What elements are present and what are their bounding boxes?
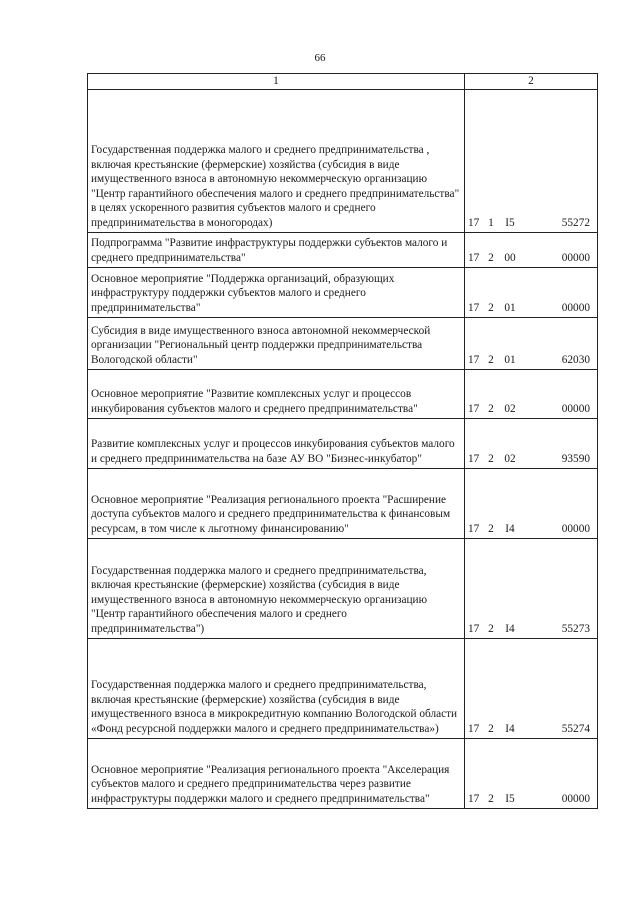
code-subprogram: 2	[488, 354, 494, 366]
code-subprogram: 2	[488, 623, 494, 635]
code-activity: I5	[505, 217, 515, 229]
code-subprogram: 2	[488, 453, 494, 465]
row-code	[465, 738, 598, 808]
row-code	[465, 89, 598, 232]
code-subprogram: 1	[488, 217, 494, 229]
code-subprogram: 2	[488, 302, 494, 314]
code-program: 17	[468, 523, 480, 535]
row-code	[465, 638, 598, 738]
code-program: 17	[468, 403, 480, 415]
row-code	[465, 317, 598, 369]
budget-classification-table	[87, 73, 598, 809]
table-header-row	[88, 74, 598, 90]
row-code	[465, 369, 598, 418]
row-description: Основное мероприятие "Реализация регионального проекта "Расширение доступа субъектов малого и среднего предпринимательства к финансовым ресурсам, в том числе к льготному финансированию"	[88, 468, 465, 538]
code-direction: 00000	[561, 302, 590, 314]
row-code	[465, 232, 598, 267]
code-subprogram: 2	[488, 793, 494, 805]
row-description: Развитие комплексных услуг и процессов инкубирования субъектов малого и среднего предпринимательства на базе АУ ВО "Бизнес-инкубатор"	[88, 418, 465, 468]
code-direction: 55273	[561, 623, 590, 635]
code-activity: I4	[505, 623, 515, 635]
row-code	[465, 538, 598, 638]
code-subprogram: 2	[488, 403, 494, 415]
row-description: Основное мероприятие "Реализация регионального проекта "Акселерация субъектов малого и среднего предпринимательства через развитие инфраструктуры поддержки малого и среднего предпринимательства"	[88, 738, 465, 808]
code-direction: 55272	[561, 217, 590, 229]
code-direction: 00000	[561, 793, 590, 805]
row-description: Субсидия в виде имущественного взноса автономной некоммерческой организации "Региональный центр поддержки предпринимательства Вологодской области"	[88, 317, 465, 369]
code-direction: 62030	[561, 354, 590, 366]
code-program: 17	[468, 302, 480, 314]
code-subprogram: 2	[488, 523, 494, 535]
code-direction: 55274	[561, 723, 590, 735]
table-row	[88, 538, 598, 638]
code-program: 17	[468, 217, 480, 229]
code-direction: 00000	[561, 403, 590, 415]
row-description: Государственная поддержка малого и среднего предпринимательства, включая крестьянские (фермерские) хозяйства (субсидия в виде имущественного взноса в автономную некоммерческую организацию "Центр гарантийного обеспечения малого и среднего предпринимательства")	[88, 538, 465, 638]
page-number: 66	[314, 52, 326, 64]
code-subprogram: 2	[488, 723, 494, 735]
code-direction: 00000	[561, 523, 590, 535]
table-row	[88, 232, 598, 267]
code-activity: I5	[505, 793, 515, 805]
row-code	[465, 418, 598, 468]
table-row	[88, 89, 598, 232]
code-activity: 02	[504, 453, 516, 465]
table-row	[88, 317, 598, 369]
table-row	[88, 369, 598, 418]
row-description: Основное мероприятие "Поддержка организаций, образующих инфраструктуру поддержки субъектов малого и среднего предпринимательства"	[88, 267, 465, 317]
code-subprogram: 2	[488, 252, 494, 264]
code-activity: I4	[505, 723, 515, 735]
code-activity: 01	[504, 354, 516, 366]
code-program: 17	[468, 354, 480, 366]
table-row	[88, 418, 598, 468]
row-description: Основное мероприятие "Развитие комплексных услуг и процессов инкубирования субъектов малого и среднего предпринимательства"	[88, 369, 465, 418]
code-program: 17	[468, 453, 480, 465]
code-activity: 00	[504, 252, 516, 264]
code-program: 17	[468, 252, 480, 264]
code-activity: 02	[504, 403, 516, 415]
table-row	[88, 468, 598, 538]
code-direction: 00000	[561, 252, 590, 264]
table-row	[88, 267, 598, 317]
table-row	[88, 638, 598, 738]
code-activity: I4	[505, 523, 515, 535]
row-description: Подпрограмма "Развитие инфраструктуры поддержки субъектов малого и среднего предпринимательства"	[88, 232, 465, 267]
column-header-code: 2	[465, 74, 598, 90]
code-program: 17	[468, 723, 480, 735]
row-code	[465, 468, 598, 538]
row-description: Государственная поддержка малого и среднего предпринимательства, включая крестьянские (фермерские) хозяйства (субсидия в виде имущественного взноса в микрокредитную компанию Вологодской области «Фонд ресурсной поддержки малого и среднего предпринимательства»)	[88, 638, 465, 738]
code-program: 17	[468, 623, 480, 635]
table-row	[88, 738, 598, 808]
row-code	[465, 267, 598, 317]
code-activity: 01	[504, 302, 516, 314]
row-description: Государственная поддержка малого и среднего предпринимательства , включая крестьянские (фермерские) хозяйства (субсидия в виде имущественного взноса в автономную некоммерческую организацию "Центр гарантийного обеспечения малого и среднего предпринимательства" в целях ускоренного развития субъектов малого и среднего предпринимательства в моногородах)	[88, 89, 465, 232]
code-direction: 93590	[561, 453, 590, 465]
column-header-description: 1	[88, 74, 465, 90]
code-program: 17	[468, 793, 480, 805]
